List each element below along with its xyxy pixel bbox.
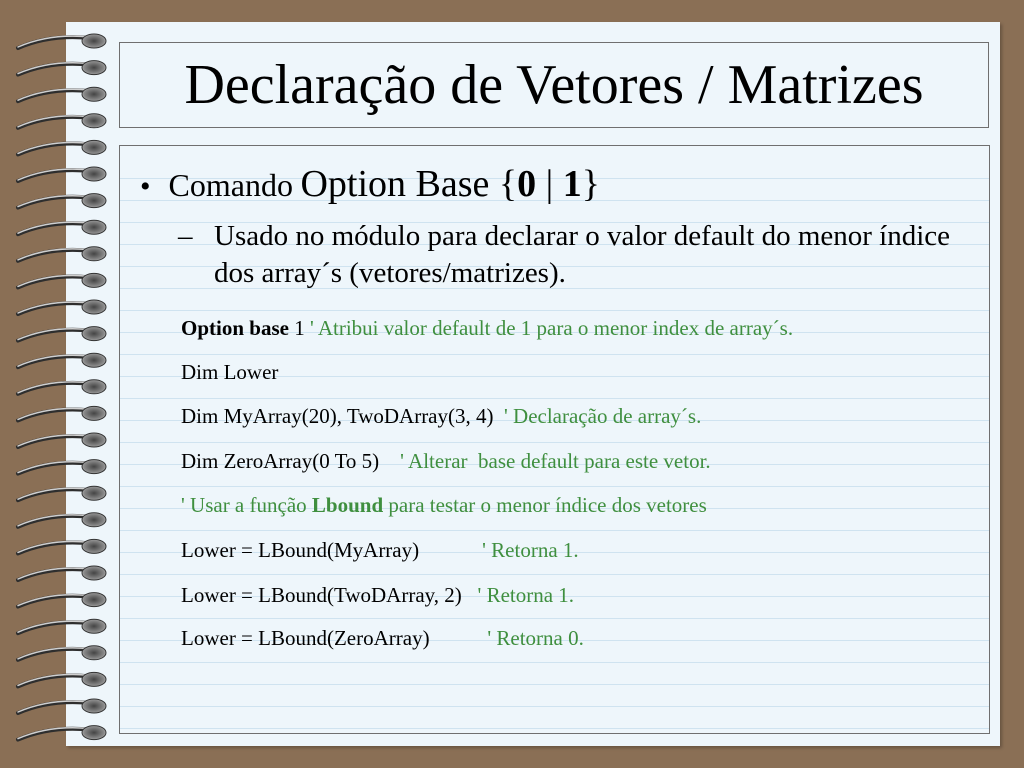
code-plain: Dim ZeroArray(0 To 5) bbox=[181, 449, 401, 473]
spiral-ring bbox=[18, 194, 106, 208]
bullet-command bbox=[300, 163, 600, 205]
spiral-ring bbox=[18, 353, 106, 367]
spiral-ring bbox=[18, 433, 106, 447]
spiral-ring bbox=[18, 247, 106, 261]
spiral-ring bbox=[18, 140, 106, 154]
spiral-ring bbox=[18, 593, 106, 607]
spiral-ring bbox=[18, 167, 106, 181]
code-line-option-base bbox=[181, 316, 793, 341]
spiral-ring bbox=[18, 380, 106, 394]
spiral-ring bbox=[18, 220, 106, 234]
code-comment: ' Usar a função bbox=[181, 493, 312, 517]
spiral-ring bbox=[18, 273, 106, 287]
content-box bbox=[119, 145, 990, 734]
code-comment: para testar o menor índice dos vetores bbox=[383, 493, 707, 517]
spiral-ring bbox=[18, 619, 106, 633]
spiral-ring bbox=[18, 460, 106, 474]
spiral-ring bbox=[18, 566, 106, 580]
code-comment: ' Retorna 1. bbox=[477, 583, 575, 607]
code-plain: Lower = LBound(TwoDArray, 2) bbox=[181, 583, 478, 607]
bullet-prefix: Comando bbox=[168, 167, 293, 203]
sub-bullet bbox=[178, 218, 958, 292]
slide-title-box bbox=[119, 42, 989, 128]
sub-text: Usado no módulo para declarar o valor default do menor índice dos array´s (vetores/matrizes). bbox=[214, 220, 951, 289]
code-comment: ' Atribui valor default de 1 para o menor index de array´s. bbox=[309, 316, 794, 340]
code-comment: ' Retorna 0. bbox=[487, 626, 584, 650]
code-line-dim-myarray bbox=[181, 404, 701, 429]
spiral-ring bbox=[18, 87, 106, 101]
code-plain: Dim Lower bbox=[181, 360, 279, 384]
code-comment: ' Declaração de array´s. bbox=[504, 404, 702, 428]
bullet-marker: • bbox=[140, 170, 151, 203]
spiral-ring bbox=[18, 726, 106, 740]
spiral-ring bbox=[18, 486, 106, 500]
code-line-lbound-twodarray bbox=[181, 583, 574, 608]
code-line-dim-lower bbox=[181, 360, 278, 385]
spiral-ring bbox=[18, 406, 106, 420]
code-line-lbound-zeroarray bbox=[181, 626, 584, 651]
spiral-ring bbox=[18, 513, 106, 527]
spiral-ring bbox=[18, 327, 106, 341]
code-plain: Dim MyArray(20), TwoDArray(3, 4) bbox=[181, 404, 504, 428]
spiral-ring bbox=[18, 646, 106, 660]
command-close: } bbox=[581, 163, 600, 205]
command-text: Option Base { bbox=[300, 163, 518, 205]
command-zero: 0 bbox=[517, 163, 537, 205]
spiral-ring bbox=[18, 672, 106, 686]
code-plain: 1 bbox=[288, 316, 310, 340]
spiral-binding bbox=[0, 0, 130, 768]
command-one: 1 bbox=[562, 163, 582, 205]
code-line-lbound-myarray bbox=[181, 538, 579, 563]
spiral-ring bbox=[18, 61, 106, 75]
code-comment: ' Alterar base default para este vetor. bbox=[400, 449, 711, 473]
code-comment: ' Retorna 1. bbox=[482, 538, 579, 562]
code-plain: Lower = LBound(ZeroArray) bbox=[181, 626, 488, 650]
spiral-ring bbox=[18, 300, 106, 314]
slide-title: Declaração de Vetores / Matrizes bbox=[184, 54, 924, 116]
spiral-ring bbox=[18, 34, 106, 48]
sub-dash: – bbox=[178, 220, 193, 252]
code-plain: Lower = LBound(MyArray) bbox=[181, 538, 483, 562]
code-comment-keyword: Lbound bbox=[311, 493, 384, 517]
spiral-ring bbox=[18, 539, 106, 553]
code-keyword: Option base bbox=[181, 316, 289, 340]
code-line-dim-zeroarray bbox=[181, 449, 711, 474]
code-line-lbound-comment bbox=[181, 493, 707, 518]
bullet-option-base bbox=[140, 162, 600, 206]
spiral-ring bbox=[18, 114, 106, 128]
command-sep: | bbox=[536, 163, 563, 205]
spiral-ring bbox=[18, 699, 106, 713]
